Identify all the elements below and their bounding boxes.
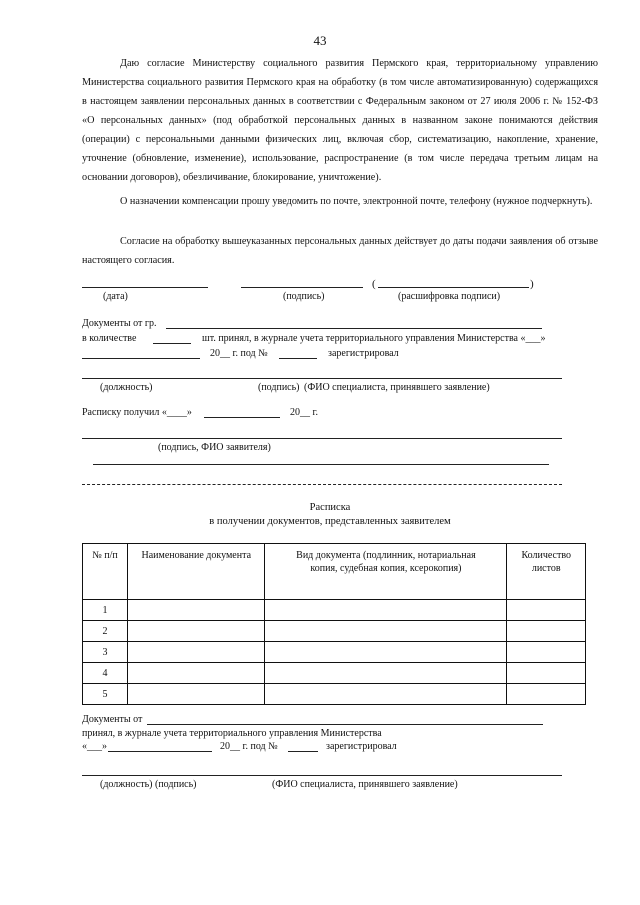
date-caption: (дата) <box>103 291 128 302</box>
documents-table <box>82 543 586 705</box>
receipt-year-text: 20__ г. <box>290 407 318 418</box>
citizen-name-line[interactable] <box>166 328 542 329</box>
applicant-signature-line[interactable] <box>82 438 562 439</box>
paren-close: ) <box>530 278 534 290</box>
table-header-row <box>83 544 586 600</box>
footer-docs-from-label: Документы от <box>82 714 143 725</box>
table-row <box>83 684 586 705</box>
row-number: 2 <box>83 621 128 642</box>
sheets-cell[interactable] <box>507 684 586 705</box>
table-row <box>83 621 586 642</box>
decoding-caption: (расшифровка подписи) <box>398 291 501 302</box>
consent-paragraph-3: Согласие на обработку вышеуказанных персональных данных действует до даты подачи заявления об отзыве настоящего согласия. <box>82 236 598 266</box>
decoding-line[interactable] <box>378 287 529 288</box>
doc-name-cell[interactable] <box>128 642 265 663</box>
journal-date-line[interactable] <box>82 358 200 359</box>
row-number: 3 <box>83 642 128 663</box>
specialist-signature-caption: (подпись) <box>258 382 300 393</box>
receipt-received-label: Расписку получил «____» <box>82 407 192 418</box>
page-number: 43 <box>313 33 327 48</box>
receipt-subtitle: в получении документов, представленных заявителем <box>209 516 451 527</box>
doc-name-cell[interactable] <box>128 684 265 705</box>
sheets-cell[interactable] <box>507 600 586 621</box>
doc-name-cell[interactable] <box>128 600 265 621</box>
footer-year-text: 20__ г. под № <box>220 741 278 752</box>
table-row <box>83 663 586 684</box>
footer-number-line[interactable] <box>288 751 318 752</box>
extra-line[interactable] <box>93 464 549 465</box>
row-number: 1 <box>83 600 128 621</box>
cut-line <box>82 484 562 485</box>
specialist-line[interactable] <box>82 378 562 379</box>
footer-date-line[interactable] <box>108 751 212 752</box>
date-line[interactable] <box>82 287 208 288</box>
doc-kind-cell[interactable] <box>265 621 507 642</box>
col-header-sheets: Количество листов <box>507 544 586 600</box>
consent-paragraph-2: О назначении компенсации прошу уведомить по почте, электронной почте, телефону (нужное подчеркнуть). <box>120 196 593 207</box>
quantity-line[interactable] <box>153 343 191 344</box>
journal-number-line[interactable] <box>279 358 317 359</box>
applicant-signature-caption: (подпись, ФИО заявителя) <box>158 442 271 453</box>
position-caption: (должность) <box>100 382 153 393</box>
specialist-fio-caption: (ФИО специалиста, принявшего заявление) <box>304 382 490 393</box>
row-number: 5 <box>83 684 128 705</box>
footer-docs-from-line[interactable] <box>147 724 543 725</box>
footer-registered-text: зарегистрировал <box>326 741 397 752</box>
table-row <box>83 600 586 621</box>
footer-specialist-line[interactable] <box>82 775 562 776</box>
documents-from-label: Документы от гр. <box>82 318 157 329</box>
signature-line[interactable] <box>241 287 363 288</box>
quantity-label: в количестве <box>82 333 137 344</box>
col-header-doc-kind: Вид документа (подлинник, нотариальная копия, судебная копия, ксерокопия) <box>265 544 507 600</box>
journal-year-text: 20__ г. под № <box>210 348 268 359</box>
consent-paragraph-1: Даю согласие Министерству социального развития Пермского края, территориальному управлению Министерства социального развития Пермского края на обработку (в том числе автоматизированную) содержащихся в настоящем заявлении персональных данных в соответствии с Федеральным законом от 27 июля 2006 г. № 152-ФЗ «О персональных данных» (под обработкой персональных данных в названном законе понимаются действия (операции) с персональными данными физических лиц, включая сбор, систематизацию, накопление, хранение, уточнение (обновление, изменение), использование, распространение (в том числе передача третьим лицам на основании договоров), обезличивание, блокирование, уничтожение). <box>82 58 598 183</box>
row-number: 4 <box>83 663 128 684</box>
sheets-cell[interactable] <box>507 642 586 663</box>
footer-date-open: «___» <box>82 741 107 752</box>
signature-caption: (подпись) <box>283 291 325 302</box>
doc-kind-cell[interactable] <box>265 642 507 663</box>
sheets-cell[interactable] <box>507 663 586 684</box>
receipt-title: Расписка <box>309 502 351 513</box>
footer-accepted-text: принял, в журнале учета территориального управления Министерства <box>82 728 382 739</box>
footer-fio-caption: (ФИО специалиста, принявшего заявление) <box>272 779 458 790</box>
doc-name-cell[interactable] <box>128 663 265 684</box>
table-row <box>83 642 586 663</box>
paren-open: ( <box>372 278 376 290</box>
col-header-doc-name: Наименование документа <box>128 544 265 600</box>
sheets-cell[interactable] <box>507 621 586 642</box>
footer-pos-sig-caption: (должность) (подпись) <box>100 779 197 790</box>
doc-kind-cell[interactable] <box>265 684 507 705</box>
doc-kind-cell[interactable] <box>265 663 507 684</box>
doc-name-cell[interactable] <box>128 621 265 642</box>
registered-text: зарегистрировал <box>328 348 399 359</box>
doc-kind-cell[interactable] <box>265 600 507 621</box>
quantity-rest-text: шт. принял, в журнале учета территориального управления Министерства «___» <box>202 333 546 344</box>
col-header-number: № п/п <box>83 544 128 600</box>
receipt-date-line[interactable] <box>204 417 280 418</box>
